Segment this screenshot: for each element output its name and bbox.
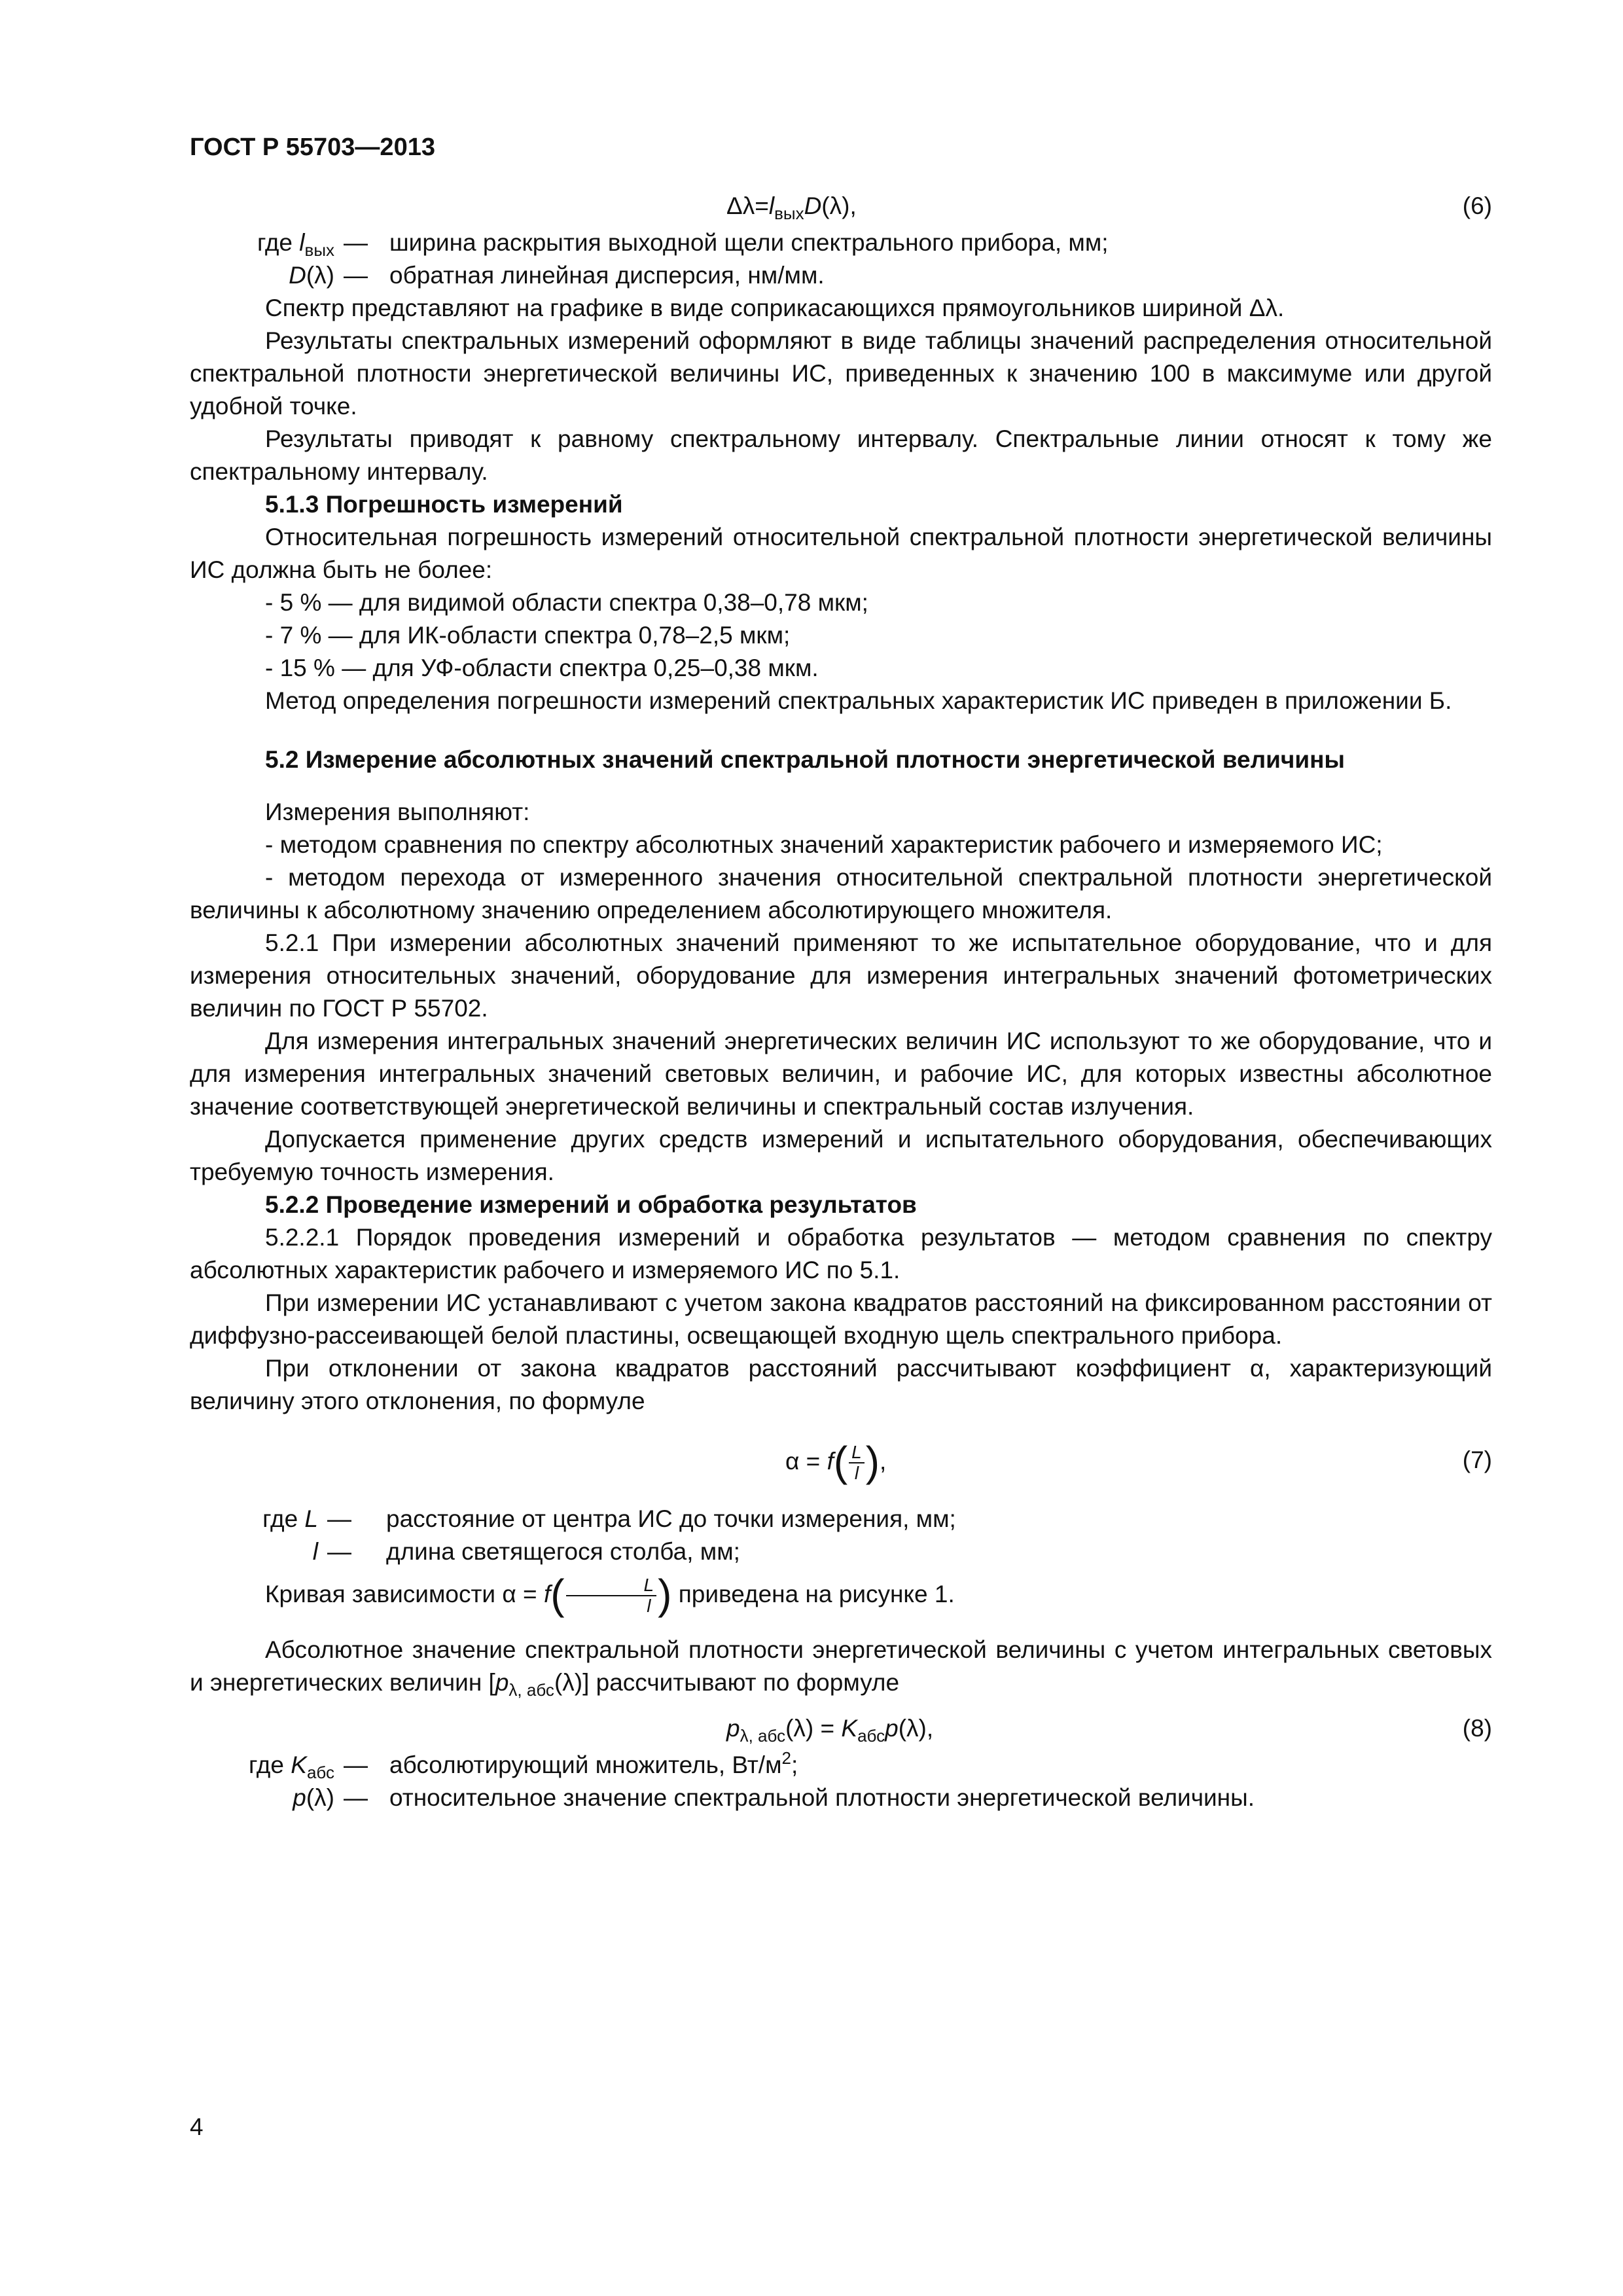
paragraph: Для измерения интегральных значений энергетических величин ИС используют то же оборудование, что и для измерения интегральных значений световых величин, и рабочие ИС, для которых известны абсолютное значение соответствующей энергетической величины и спектральный состав излучения. [190, 1028, 1492, 1120]
legend-dash: — [327, 1505, 351, 1532]
paragraph: При измерении ИС устанавливают с учетом закона квадратов расстояний на фиксированном расстоянии от диффузно-рассеивающей белой пластины, освещающей входную щель спектрального прибора. [190, 1289, 1492, 1349]
legend-dash: — [327, 1538, 351, 1565]
paragraph: Абсолютное значение спектральной плотности энергетической величины с учетом интегральных световых и энергетических величин $[p_{\lambda, абс}(\lambda)]$ рассчитывают по формуле [190, 1636, 1492, 1700]
paragraph: Результаты приводят к равному спектральному интервалу. Спектральные линии относят к тому же спектральному интервалу. [190, 425, 1492, 485]
legend-dash: — [344, 1751, 368, 1778]
legend-dash: — [344, 229, 368, 256]
legend-row [190, 1503, 1492, 1535]
list-item: - 5 % — для видимой области спектра 0,38–0,78 мкм; [265, 589, 868, 616]
curve-reference: Кривая зависимости α = f( $\frac{L}{l}$ ) приведена на рисунке 1. [265, 1571, 955, 1618]
list-item: - 15 % — для УФ-области спектра 0,25–0,38 мкм. [265, 655, 819, 681]
formula-8 [190, 1712, 1492, 1745]
legend-row [190, 1749, 1492, 1782]
paragraph: Результаты спектральных измерений оформляют в виде таблицы значений распределения относительной спектральной плотности энергетической величины ИС, приведенных к значению 100 в максимуме или другой удобной точке. [190, 327, 1492, 420]
legend-dash: — [344, 1784, 368, 1811]
formula-6-expression: $\Delta\lambda=l_{вых}D(\lambda)$, [726, 192, 857, 223]
formula-6 [190, 190, 1492, 223]
legend-symbol: p(λ) [293, 1784, 334, 1811]
formula-7-expression: α = f( $\frac{L}{l}$ ), [785, 1437, 887, 1485]
list-item: - 7 % — для ИК-области спектра 0,78–2,5 мкм; [265, 622, 791, 649]
section-heading-5-2: 5.2 Измерение абсолютных значений спектральной плотности энергетической величины [265, 746, 1346, 773]
legend-symbol: где $l_{вых}$ [257, 229, 334, 260]
formula-7-number: (7) [1462, 1446, 1492, 1473]
legend-text: обратная линейная дисперсия, нм/мм. [389, 262, 825, 289]
legend-dash: — [344, 262, 368, 289]
legend-text: ширина раскрытия выходной щели спектрального прибора, мм; [389, 229, 1109, 256]
document-page [190, 131, 1492, 1814]
legend-text: абсолютирующий множитель, $Вт/м^2$; [389, 1748, 798, 1778]
legend-text: расстояние от центра ИС до точки измерения, мм; [386, 1505, 956, 1532]
legend-symbol: где $K_{абс}$ [248, 1751, 334, 1782]
legend-row [190, 226, 1492, 259]
paragraph: 5.2.2.1 Порядок проведения измерений и обработка результатов — методом сравнения по спектру абсолютных характеристик рабочего и измеряемого ИС по 5.1. [190, 1224, 1492, 1283]
formula-6-number: (6) [1462, 192, 1492, 219]
subsection-heading-5-1-3: 5.1.3 Погрешность измерений [265, 491, 623, 518]
legend-symbol: D(λ) [289, 262, 334, 289]
document-header: ГОСТ Р 55703—2013 [190, 134, 435, 161]
page-number: 4 [190, 2113, 204, 2140]
paragraph: Метод определения погрешности измерений спектральных характеристик ИС приведен в приложении Б. [265, 687, 1452, 714]
legend-row [190, 1535, 1492, 1568]
legend-symbol: где L [262, 1505, 318, 1532]
legend-text: относительное значение спектральной плотности энергетической величины. [389, 1784, 1255, 1811]
fraction: $\frac{L}{l}$ [849, 1443, 865, 1483]
formula-8-expression: $p_{\lambda, абс}(\lambda) = K_{абс}p(\lambda)$, [726, 1715, 934, 1746]
paragraph: Относительная погрешность измерений относительной спектральной плотности энергетической величины ИС должна быть не более: [190, 524, 1492, 583]
paragraph: При отклонении от закона квадратов расстояний рассчитывают коэффициент α, характеризующий величину этого отклонения, по формуле [190, 1355, 1492, 1414]
paragraph: Измерения выполняют: [265, 798, 530, 825]
paragraph: Допускается применение других средств измерений и испытательного оборудования, обеспечивающих требуемую точность измерения. [190, 1126, 1492, 1185]
legend-text: длина светящегося столба, мм; [386, 1538, 740, 1565]
paragraph: Спектр представляют на графике в виде соприкасающихся прямоугольников шириной Δλ. [265, 295, 1285, 321]
formula-8-number: (8) [1462, 1715, 1492, 1742]
legend-row [190, 259, 1492, 292]
list-item: - методом перехода от измеренного значения относительной спектральной плотности энергетической величины к абсолютному значению определением абсолютирующего множителя. [190, 864, 1492, 924]
subsection-heading-5-2-2: 5.2.2 Проведение измерений и обработка результатов [265, 1191, 917, 1218]
legend-row [190, 1782, 1492, 1814]
list-item: - методом сравнения по спектру абсолютных значений характеристик рабочего и измеряемого ИС; [265, 831, 1383, 858]
fraction: $\frac{L}{l}$ [566, 1575, 657, 1616]
legend-symbol: l [312, 1538, 318, 1565]
formula-7 [190, 1431, 1492, 1490]
paragraph: 5.2.1 При измерении абсолютных значений применяют то же испытательное оборудование, что и для измерения относительных значений, оборудование для измерения интегральных значений фотометрических величин по ГОСТ Р 55702. [190, 929, 1492, 1022]
